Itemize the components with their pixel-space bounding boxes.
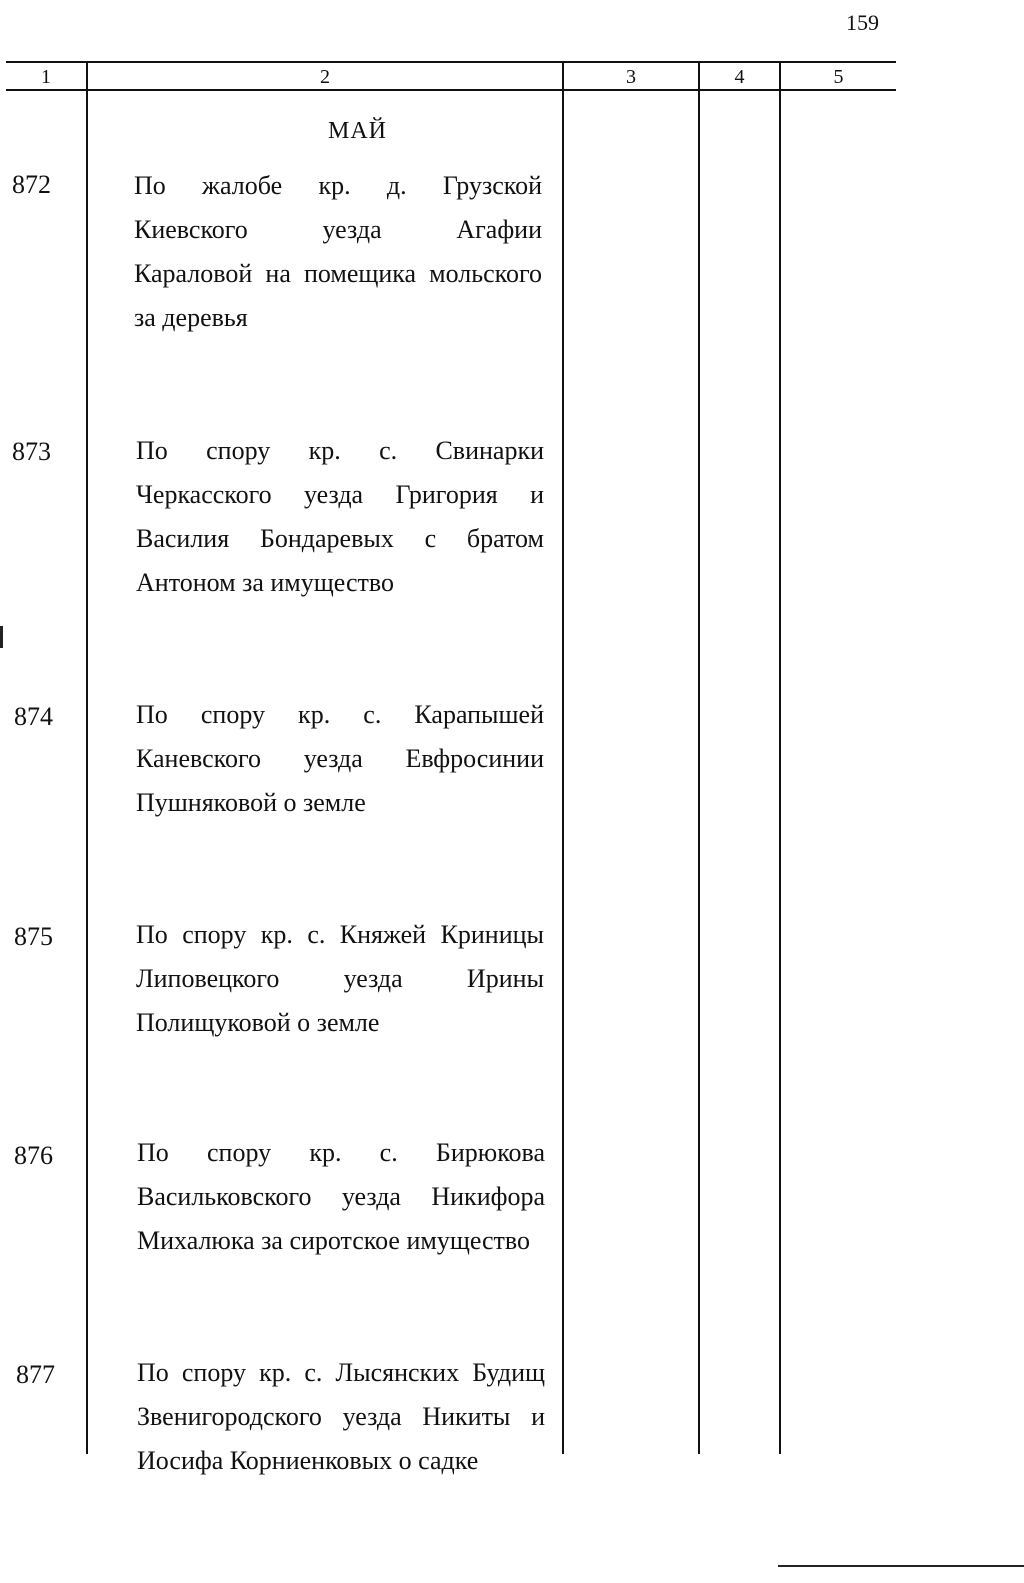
entry-description (136, 693, 544, 825)
entry-line: Караловой на помещика мольского (134, 259, 542, 288)
footnote-rule (778, 1565, 1024, 1567)
table-top-rule (6, 61, 896, 63)
entry-line: Полищуковой о земле (136, 1008, 380, 1037)
entry-line: По спору кр. с. Свинарки (136, 436, 544, 465)
entry-line: Иосифа Корниенковых о садке (137, 1446, 479, 1475)
entry-description (134, 164, 542, 340)
entry-line: Пушняковой о земле (136, 788, 366, 817)
table-header-rule (6, 89, 896, 91)
column-header-1: 1 (41, 66, 51, 88)
month-heading: МАЙ (328, 118, 388, 144)
column-header-4: 4 (734, 66, 745, 88)
entry-line: Звенигородского уезда Никиты и (137, 1402, 545, 1431)
column-separator-3 (698, 61, 700, 1454)
entry-line: Черкасского уезда Григория и (136, 480, 544, 509)
entry-number: 873 (12, 437, 51, 466)
entry-description (136, 913, 544, 1045)
entry-line: за деревья (134, 303, 248, 332)
entry-line: Михалюка за сиротское имущество (137, 1226, 531, 1255)
column-separator-1 (86, 61, 88, 1454)
entry-line: По спору кр. с. Княжей Криницы (136, 920, 544, 949)
entry-line: Васильковского уезда Никифора (137, 1182, 545, 1211)
entry-line: Липовецкого уезда Ирины (136, 964, 544, 993)
column-header-5: 5 (833, 66, 844, 88)
entry-line: Каневского уезда Евфросинии (136, 744, 544, 773)
entry-number: 877 (16, 1360, 55, 1389)
column-header-2: 2 (320, 66, 330, 88)
entry-description (137, 1131, 545, 1263)
scan-margin-mark (0, 626, 3, 648)
entry-number: 876 (14, 1141, 53, 1170)
entry-line: Киевского уезда Агафии (134, 215, 542, 244)
entry-description (137, 1351, 545, 1483)
entry-number: 875 (14, 922, 53, 951)
entry-number: 874 (14, 702, 53, 731)
column-header-3: 3 (626, 66, 636, 88)
page-number: 159 (846, 10, 879, 35)
column-separator-4 (779, 61, 781, 1454)
entry-line: По жалобе кр. д. Грузской (134, 171, 542, 200)
entry-line: По спору кр. с. Бирюкова (137, 1138, 545, 1167)
column-separator-2 (562, 61, 564, 1454)
entry-number: 872 (12, 170, 51, 199)
entry-line: Антоном за имущество (136, 568, 394, 597)
entry-line: Василия Бондаревых с братом (136, 524, 544, 553)
entry-line: По спору кр. с. Лысянских Будищ (137, 1358, 545, 1387)
entry-line: По спору кр. с. Карапышей (136, 700, 544, 729)
entry-description (136, 429, 544, 605)
